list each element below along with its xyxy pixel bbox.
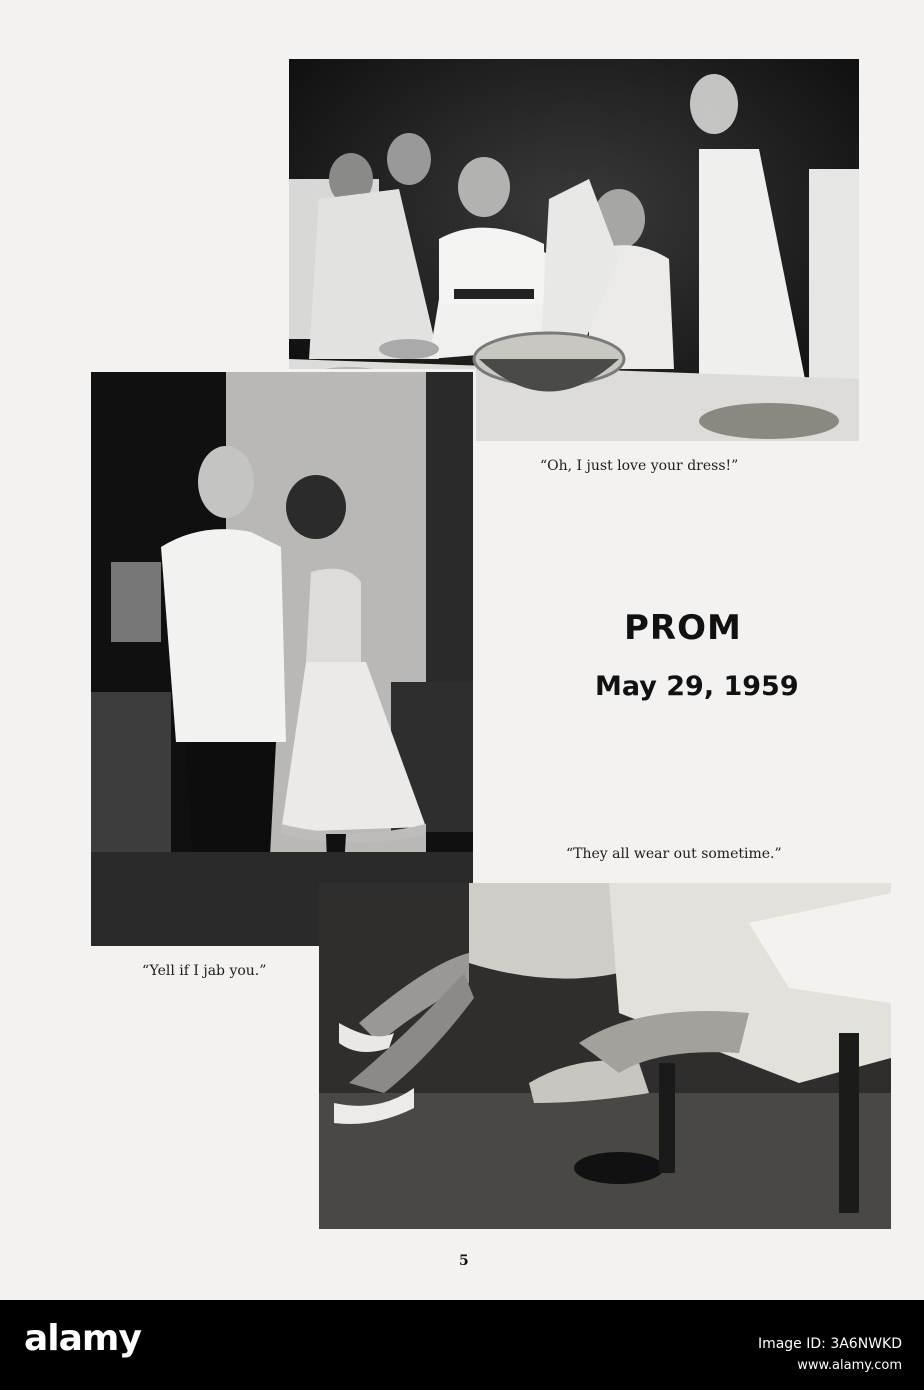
- bleed-through-text: [520, 590, 640, 620]
- event-title: PROM: [624, 608, 742, 648]
- stock-url: www.alamy.com: [797, 1358, 902, 1373]
- watermark-logo-overlay: a: [702, 103, 716, 127]
- page-number: 5: [459, 1253, 469, 1269]
- event-date: May 29, 1959: [595, 671, 799, 702]
- caption-wearout: “They all wear out sometime.”: [566, 846, 782, 862]
- photo-feet: [319, 883, 891, 1229]
- caption-dress: “Oh, I just love your dress!”: [540, 458, 739, 474]
- stock-image-id: Image ID: 3A6NWKD: [757, 1336, 902, 1352]
- photo-boutonniere: [88, 369, 476, 949]
- stock-logo: alamy: [24, 1318, 141, 1359]
- caption-jab: “Yell if I jab you.”: [142, 963, 267, 979]
